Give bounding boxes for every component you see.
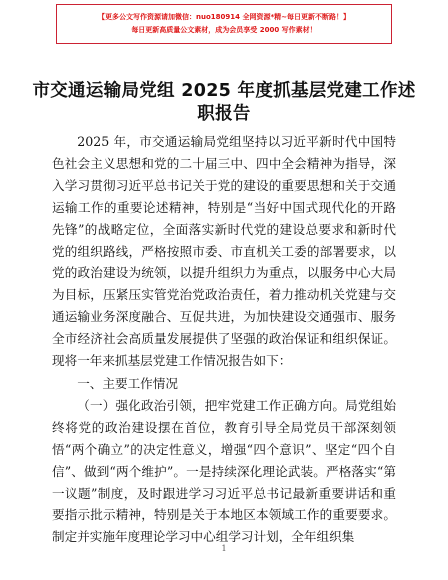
document-body	[52, 131, 396, 548]
promo-line-2: 每日更新高质量公文素材，成为会员享受 2000 写作素材！	[131, 26, 317, 34]
document-title: 市交通运输局党组 2025 年度抓基层党建工作述职报告	[32, 81, 416, 124]
intro-paragraph: 2025 年，市交通运输局党组坚持以习近平新时代中国特色社会主义思想和党的二十届三中、四中全会精神为指导，深入学习贯彻习近平总书记关于党的建设的重要思想和关于交通运输工作的重要论述精神，特别是“当好中国式现代化的开路先锋”的战略定位，全面落实新时代党的建设总要求和新时代党的组织路线，严格按照市委、市直机关工委的部署要求，以党的政治建设为统领，以提升组织力为重点，以服务中心大局为目标，压紧压实管党治党政治责任，着力推动机关党建与交通运输业务深度融合、互促共进，为加快建设交通强市、服务全市经济社会高质量发展提供了坚强的政治保证和组织保证。现将一年来抓基层党建工作情况报告如下：	[52, 134, 396, 369]
promo-banner	[56, 4, 392, 44]
body-paragraph: （一）强化政治引领，把牢党建工作正确方向。局党组始终将党的政治建设摆在首位，教育引导全局党员干部深刻领悟“两个确立”的决定性意义，增强“四个意识”、坚定“四个自信”、做到“两个维护”。一是持续深化理论武装。严格落实“第一议题”制度，及时跟进学习习近平总书记最新重要讲话和重要指示批示精神，特别是关于本地区本领域工作的重要要求。制定并实施年度理论学习中心组学习计划，全年组织集	[52, 397, 396, 545]
promo-line-1: 【更多公文写作资源请加微信：nuo180914 全网资源*精~每日更新不断路！】	[98, 13, 350, 21]
page-number: 1	[221, 544, 227, 553]
section-heading: 一、主要工作情况	[77, 375, 178, 391]
